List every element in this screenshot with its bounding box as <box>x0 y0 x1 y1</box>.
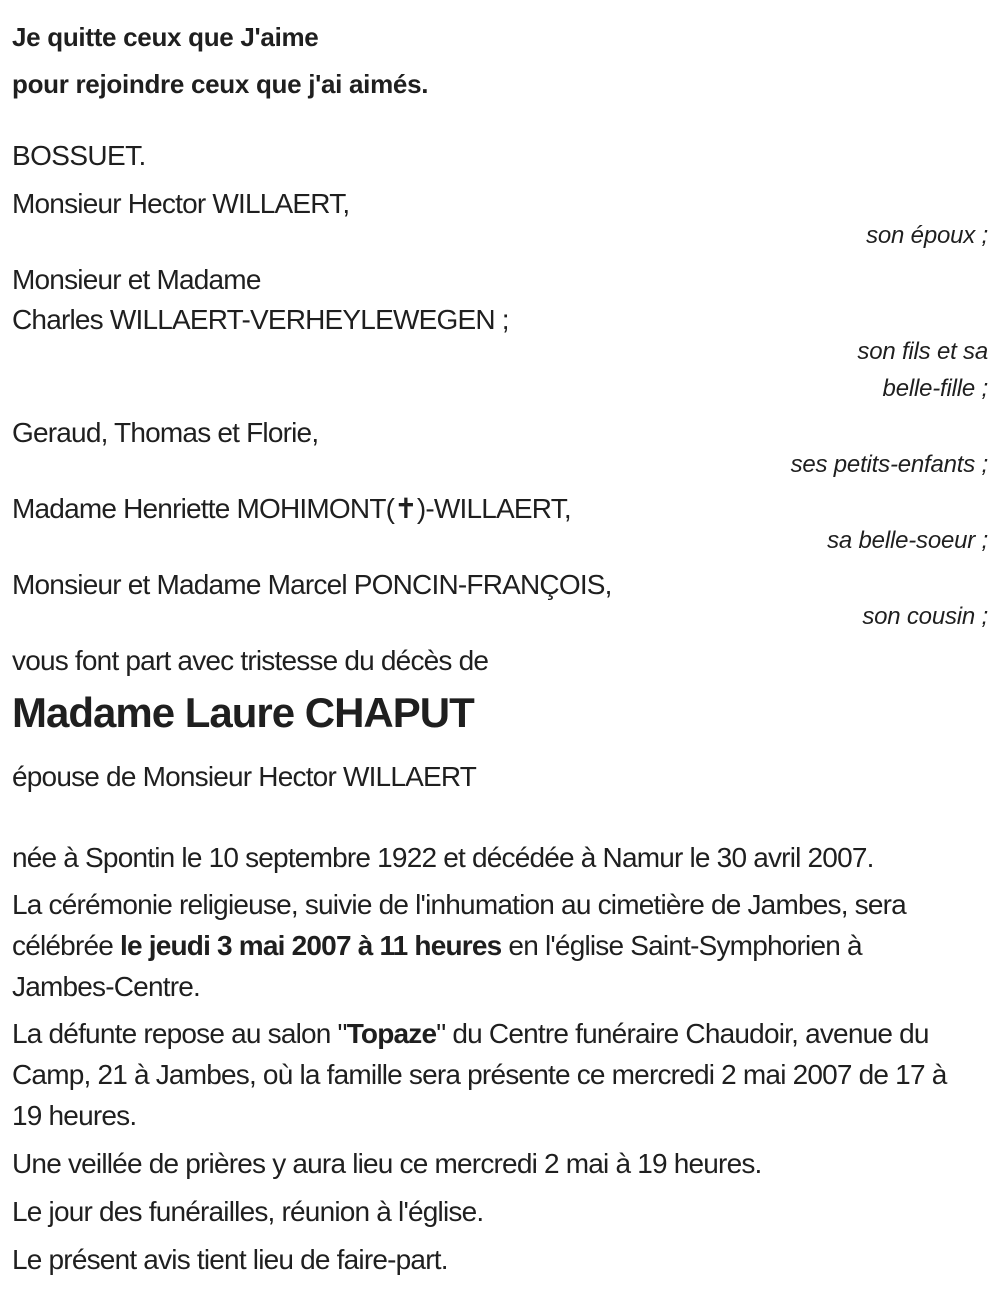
birth-death-line: née à Spontin le 10 septembre 1922 et décédée à Namur le 30 avril 2007. <box>12 842 874 873</box>
relative-relation: sa belle-soeur ; <box>827 527 988 554</box>
relative-relation: belle-fille ; <box>882 375 988 402</box>
quote-line-2: pour rejoindre ceux que j'ai aimés. <box>12 69 429 99</box>
deceased-name-title: Madame Laure CHAPUT <box>12 689 474 736</box>
relative-entry <box>12 260 988 401</box>
ceremony-text-before: La cérémonie religieuse, suivie de l'inhumation au cimetière de Jambes, sera célébrée <box>12 889 906 961</box>
relative-relation: son cousin ; <box>862 603 988 630</box>
repose-salon-bold: Topaze <box>346 1018 437 1049</box>
relative-relation: son époux ; <box>866 222 988 249</box>
repose-paragraph <box>12 1013 970 1136</box>
ceremony-date-bold: le jeudi 3 mai 2007 à 11 heures <box>120 930 502 961</box>
relative-entry <box>12 489 988 553</box>
relative-name: Monsieur et Madame <box>12 264 261 295</box>
quote-section <box>12 14 988 176</box>
repose-text-before: La défunte repose au salon " <box>12 1018 347 1049</box>
relatives-section <box>12 184 988 629</box>
ceremony-paragraph <box>12 884 970 1007</box>
legal-notice-line: Le présent avis tient lieu de faire-part. <box>12 1244 448 1275</box>
relative-relation: ses petits-enfants ; <box>790 451 988 478</box>
ceremony-text-after: en l'église Saint-Symphorien à Jambes-Centre. <box>12 930 862 1002</box>
relative-entry <box>12 413 988 477</box>
announcement-text: vous font part avec tristesse du décès de <box>12 645 489 676</box>
funeral-day-line: Le jour des funérailles, réunion à l'église. <box>12 1196 484 1227</box>
quote-author: BOSSUET. <box>12 140 146 171</box>
quote-line-1: Je quitte ceux que J'aime <box>12 22 319 52</box>
relative-name: Geraud, Thomas et Florie, <box>12 417 319 448</box>
relative-entry <box>12 565 988 629</box>
relative-name: Monsieur Hector WILLAERT, <box>12 188 350 219</box>
relative-relation: son fils et sa <box>857 338 988 365</box>
relative-entry <box>12 184 988 248</box>
relative-name: Charles WILLAERT-VERHEYLEWEGEN ; <box>12 304 509 335</box>
vigil-line: Une veillée de prières y aura lieu ce mercredi 2 mai à 19 heures. <box>12 1148 762 1179</box>
relative-name: Madame Henriette MOHIMONT(✝)-WILLAERT, <box>12 493 571 524</box>
repose-text-after: " du Centre funéraire Chaudoir, avenue du Camp, 21 à Jambes, où la famille sera présente ce mercredi 2 mai 2007 de 17 à 19 heures. <box>12 1018 947 1131</box>
spouse-line: épouse de Monsieur Hector WILLAERT <box>12 761 477 792</box>
relative-name: Monsieur et Madame Marcel PONCIN-FRANÇOIS, <box>12 569 612 600</box>
